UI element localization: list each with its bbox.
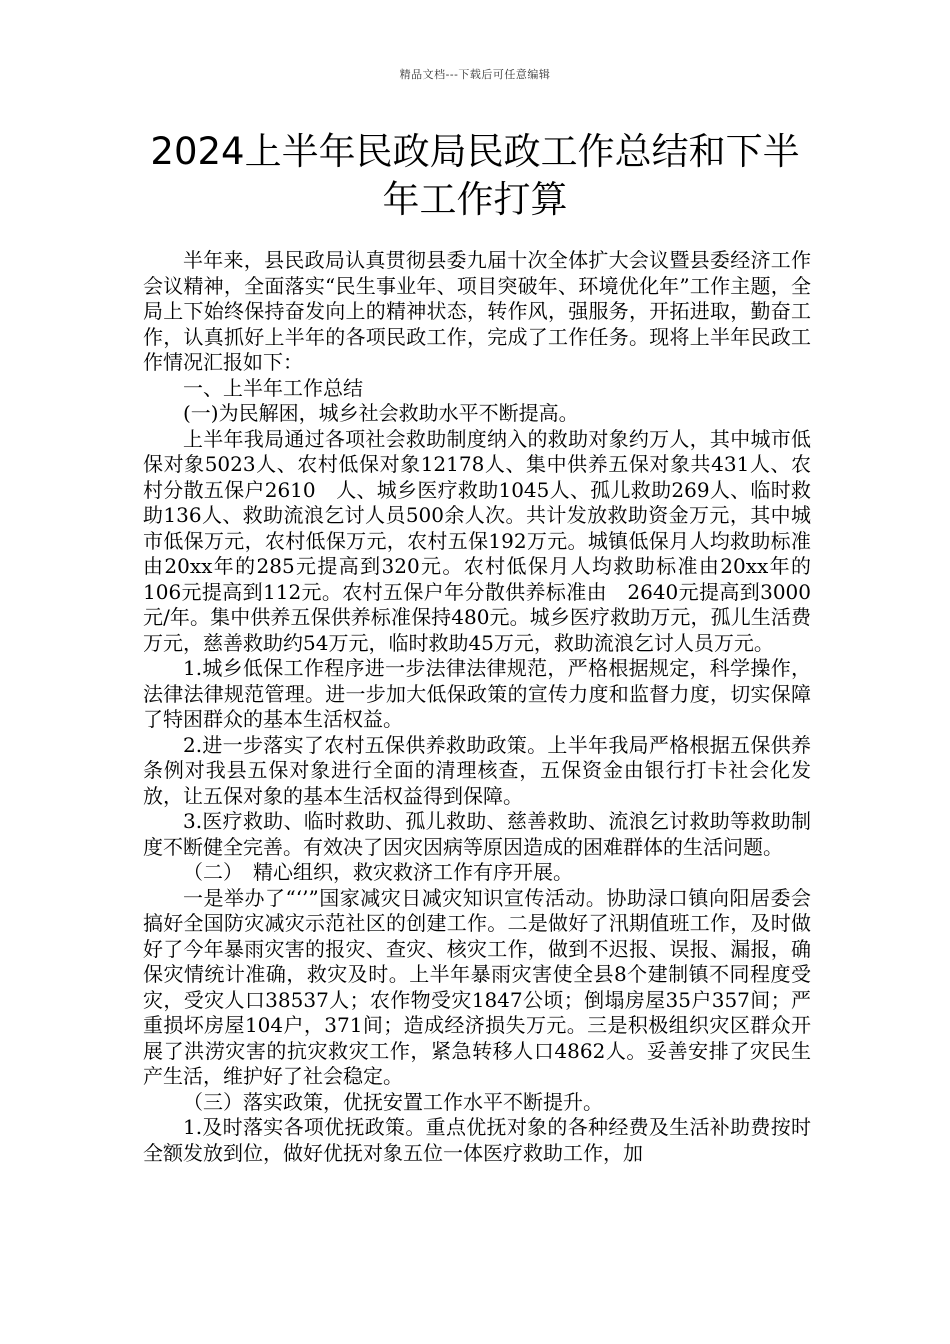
subsection-heading-2: （二） 精心组织，救灾救济工作有序开展。: [183, 860, 573, 884]
subsection-heading-3: （三）落实政策，优抚安置工作水平不断提升。: [183, 1089, 603, 1114]
subsection-heading-1: (一)为民解困，城乡社会救助水平不断提高。: [183, 401, 579, 425]
document-title: 2024上半年民政局民政工作总结和下半年工作打算: [150, 130, 800, 221]
paragraph-relief-stats: 上半年我局通过各项社会救助制度纳入的救助对象约万人，其中城市低保对象5023人、农村低保对象12178人、集中供养五保对象共431人、农村分散五保户2610 人、城乡医疗救助1045人、孤儿救助269人、临时救助136人、救助流浪乞讨人员500余人次。共计发放救助资金万元，其中城市低保万元，农村低保万元，农村五保192万元。城镇低保月人均救助标准由20xx年的285元提高到320元。农村低保月人均救助标准由20xx年的106元提高到112元。农村五保户年分散供养标准由 2640元提高到3000元/年。集中供养五保供养标准保持480元。城乡医疗救助万元，孤儿生活费万元，慈善救助约54万元，临时救助45万元，救助流浪乞讨人员万元。: [143, 426, 811, 655]
paragraph-item-1: 1.城乡低保工作程序进一步法律法律规范，严格根据规定，科学操作，法律法律规范管理。进一步加大低保政策的宣传力度和监督力度，切实保障了特困群众的基本生活权益。: [143, 656, 811, 731]
header-note: 精品文档---下载后可任意编辑: [399, 68, 551, 81]
paragraph-preferential-policy: 1.及时落实各项优抚政策。重点优抚对象的各种经费及生活补助费按时全额发放到位，做好优抚对象五位一体医疗救助工作，加: [143, 1115, 811, 1165]
paragraph-item-2: 2.进一步落实了农村五保供养救助政策。上半年我局严格根据五保供养条例对我县五保对象进行全面的清理核查，五保资金由银行打卡社会化发放，让五保对象的基本生活权益得到保障。: [143, 732, 811, 808]
paragraph-intro: 半年来，县民政局认真贯彻县委九届十次全体扩大会议暨县委经济工作会议精神，全面落实“民生事业年、项目突破年、环境优化年”工作主题，全局上下始终保持奋发向上的精神状态，转作风，强服务，开拓进取，勤奋工作，认真抓好上半年的各项民政工作，完成了工作任务。现将上半年民政工作情况汇报如下：: [143, 248, 811, 374]
section-heading-1: 一、上半年工作总结: [183, 375, 363, 400]
document-body: [143, 248, 811, 1166]
paragraph-disaster-relief: 一是举办了“‘’”国家减灾日减灾知识宣传活动。协助渌口镇向阳居委会搞好全国防灾减灾示范社区的创建工作。二是做好了汛期值班工作，及时做好了今年暴雨灾害的报灾、查灾、核灾工作，做到不迟报、误报、漏报，确保灾情统计准确，救灾及时。上半年暴雨灾害使全县8个建制镇不同程度受灾，受灾人口38537人；农作物受灾1847公顷；倒塌房屋35户357间；严重损坏房屋104户，371间；造成经济损失万元。三是积极组织灾区群众开展了洪涝灾害的抗灾救灾工作，紧急转移人口4862人。妥善安排了灾民生产生活，维护好了社会稳定。: [143, 885, 811, 1088]
paragraph-item-3: 3.医疗救助、临时救助、孤儿救助、慈善救助、流浪乞讨救助等救助制度不断健全完善。有效决了因灾因病等原因造成的困难群体的生活问题。: [143, 809, 811, 859]
